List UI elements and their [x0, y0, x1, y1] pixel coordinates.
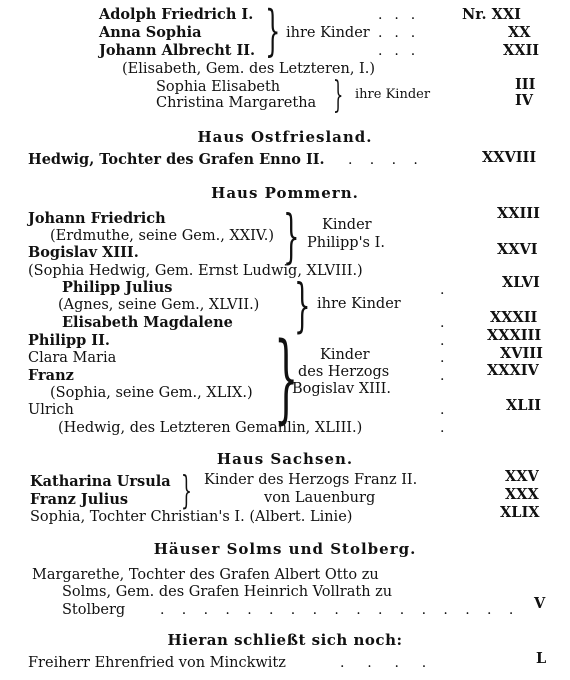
group-label: Kinder	[320, 347, 370, 363]
entry-ref: XLII	[506, 397, 542, 414]
leader-dots: . . . . . . . . . . . . . . . . .	[160, 602, 515, 618]
leader-dots: .	[440, 282, 446, 298]
entry-name: Christina Margaretha	[156, 95, 317, 111]
entry-name: Clara Maria	[28, 350, 117, 366]
entry-name: Hedwig, Tochter des Grafen Enno II.	[28, 151, 325, 168]
entry-name: Johann Albrecht II.	[99, 42, 256, 59]
entry-ref: XXII	[503, 42, 540, 59]
brace: }	[283, 202, 300, 270]
section-heading: Haus Pommern.	[211, 184, 359, 202]
group-label: des Herzogs	[298, 364, 390, 380]
entry-name: Franz Julius	[30, 491, 129, 508]
entry-name: Anna Sophia	[99, 24, 202, 41]
leader-dots: .	[440, 333, 446, 349]
entry-name: Johann Friedrich	[28, 210, 166, 227]
brace: }	[294, 271, 311, 339]
group-label: Philipp's I.	[307, 235, 385, 251]
entry-name: Margarethe, Tochter des Grafen Albert Otto zu	[32, 567, 379, 583]
leader-dots: .	[440, 420, 446, 436]
entry-name: Elisabeth Magdalene	[62, 314, 233, 331]
section-heading: Haus Ostfriesland.	[197, 128, 373, 146]
entry-ref: IV	[515, 92, 534, 109]
brace: }	[333, 75, 344, 116]
entry-name: Freiherr Ehrenfried von Minckwitz	[28, 655, 286, 671]
entry-note: (Elisabeth, Gem. des Letzteren, I.)	[122, 61, 376, 77]
group-label: von Lauenburg	[264, 490, 376, 506]
leader-dots: . . . .	[340, 655, 428, 671]
brace: }	[274, 322, 299, 434]
entry-name: Solms, Gem. des Grafen Heinrich Vollrath zu	[62, 584, 393, 600]
entry-ref: XXVI	[497, 241, 538, 258]
group-label: ihre Kinder	[317, 296, 401, 312]
leader-dots: . . .	[378, 43, 417, 59]
entry-ref: V	[534, 595, 546, 612]
leader-dots: .	[440, 368, 446, 384]
leader-dots: .	[440, 350, 446, 366]
group-label: Kinder des Herzogs Franz II.	[204, 472, 418, 488]
entry-note: (Sophia Hedwig, Gem. Ernst Ludwig, XLVIII.)	[28, 263, 363, 279]
entry-name: Philipp II.	[28, 332, 110, 349]
entry-note: (Agnes, seine Gem., XLVII.)	[58, 297, 260, 313]
group-label: Kinder	[322, 217, 372, 233]
group-label: ihre Kinder	[286, 25, 370, 41]
entry-ref: XXXIII	[487, 327, 542, 344]
entry-ref: XLIX	[500, 504, 540, 521]
entry-name: Katharina Ursula	[30, 473, 171, 490]
entry-name: Stolberg	[62, 602, 126, 618]
entry-ref: XLVI	[502, 274, 540, 291]
entry-ref: XX	[508, 24, 531, 41]
entry-ref: XXXII	[490, 309, 538, 326]
entry-ref: Nr. XXI	[462, 6, 521, 23]
section-heading: Häuser Solms und Stolberg.	[153, 540, 417, 558]
entry-ref: XXX	[505, 486, 539, 503]
entry-note: (Hedwig, des Letzteren Gemahlin, XLIII.)	[58, 420, 363, 436]
group-label: ihre Kinder	[355, 87, 431, 102]
group-label: Bogislav XIII.	[292, 381, 391, 397]
entry-note: (Erdmuthe, seine Gem., XXIV.)	[50, 228, 275, 244]
entry-ref: XXV	[505, 468, 539, 485]
entry-ref: L	[536, 650, 547, 667]
entry-name: Philipp Julius	[62, 279, 173, 296]
leader-dots: . . .	[378, 25, 417, 41]
entry-name: Sophia Elisabeth	[156, 79, 281, 95]
section-heading: Hieran schließt sich noch:	[167, 631, 403, 649]
entry-ref: XXIII	[497, 205, 540, 222]
entry-note: (Sophia, seine Gem., XLIX.)	[50, 385, 253, 401]
leader-dots: . . . .	[348, 152, 419, 168]
entry-ref: III	[515, 76, 536, 93]
brace: }	[181, 468, 192, 512]
leader-dots: . . .	[378, 7, 417, 23]
entry-name: Adolph Friedrich I.	[99, 6, 254, 23]
section-heading: Haus Sachsen.	[216, 450, 354, 468]
entry-name: Bogislav XIII.	[28, 244, 139, 261]
leader-dots: .	[440, 315, 446, 331]
entry-name: Ulrich	[28, 402, 74, 418]
leader-dots: .	[440, 402, 446, 418]
entry-ref: XVIII	[500, 345, 543, 362]
entry-ref: XXVIII	[482, 149, 537, 166]
brace: }	[265, 0, 281, 62]
entry-name: Franz	[28, 367, 74, 384]
entry-name: Sophia, Tochter Christian's I. (Albert. Linie)	[30, 509, 353, 525]
entry-ref: XXXIV	[487, 362, 539, 379]
